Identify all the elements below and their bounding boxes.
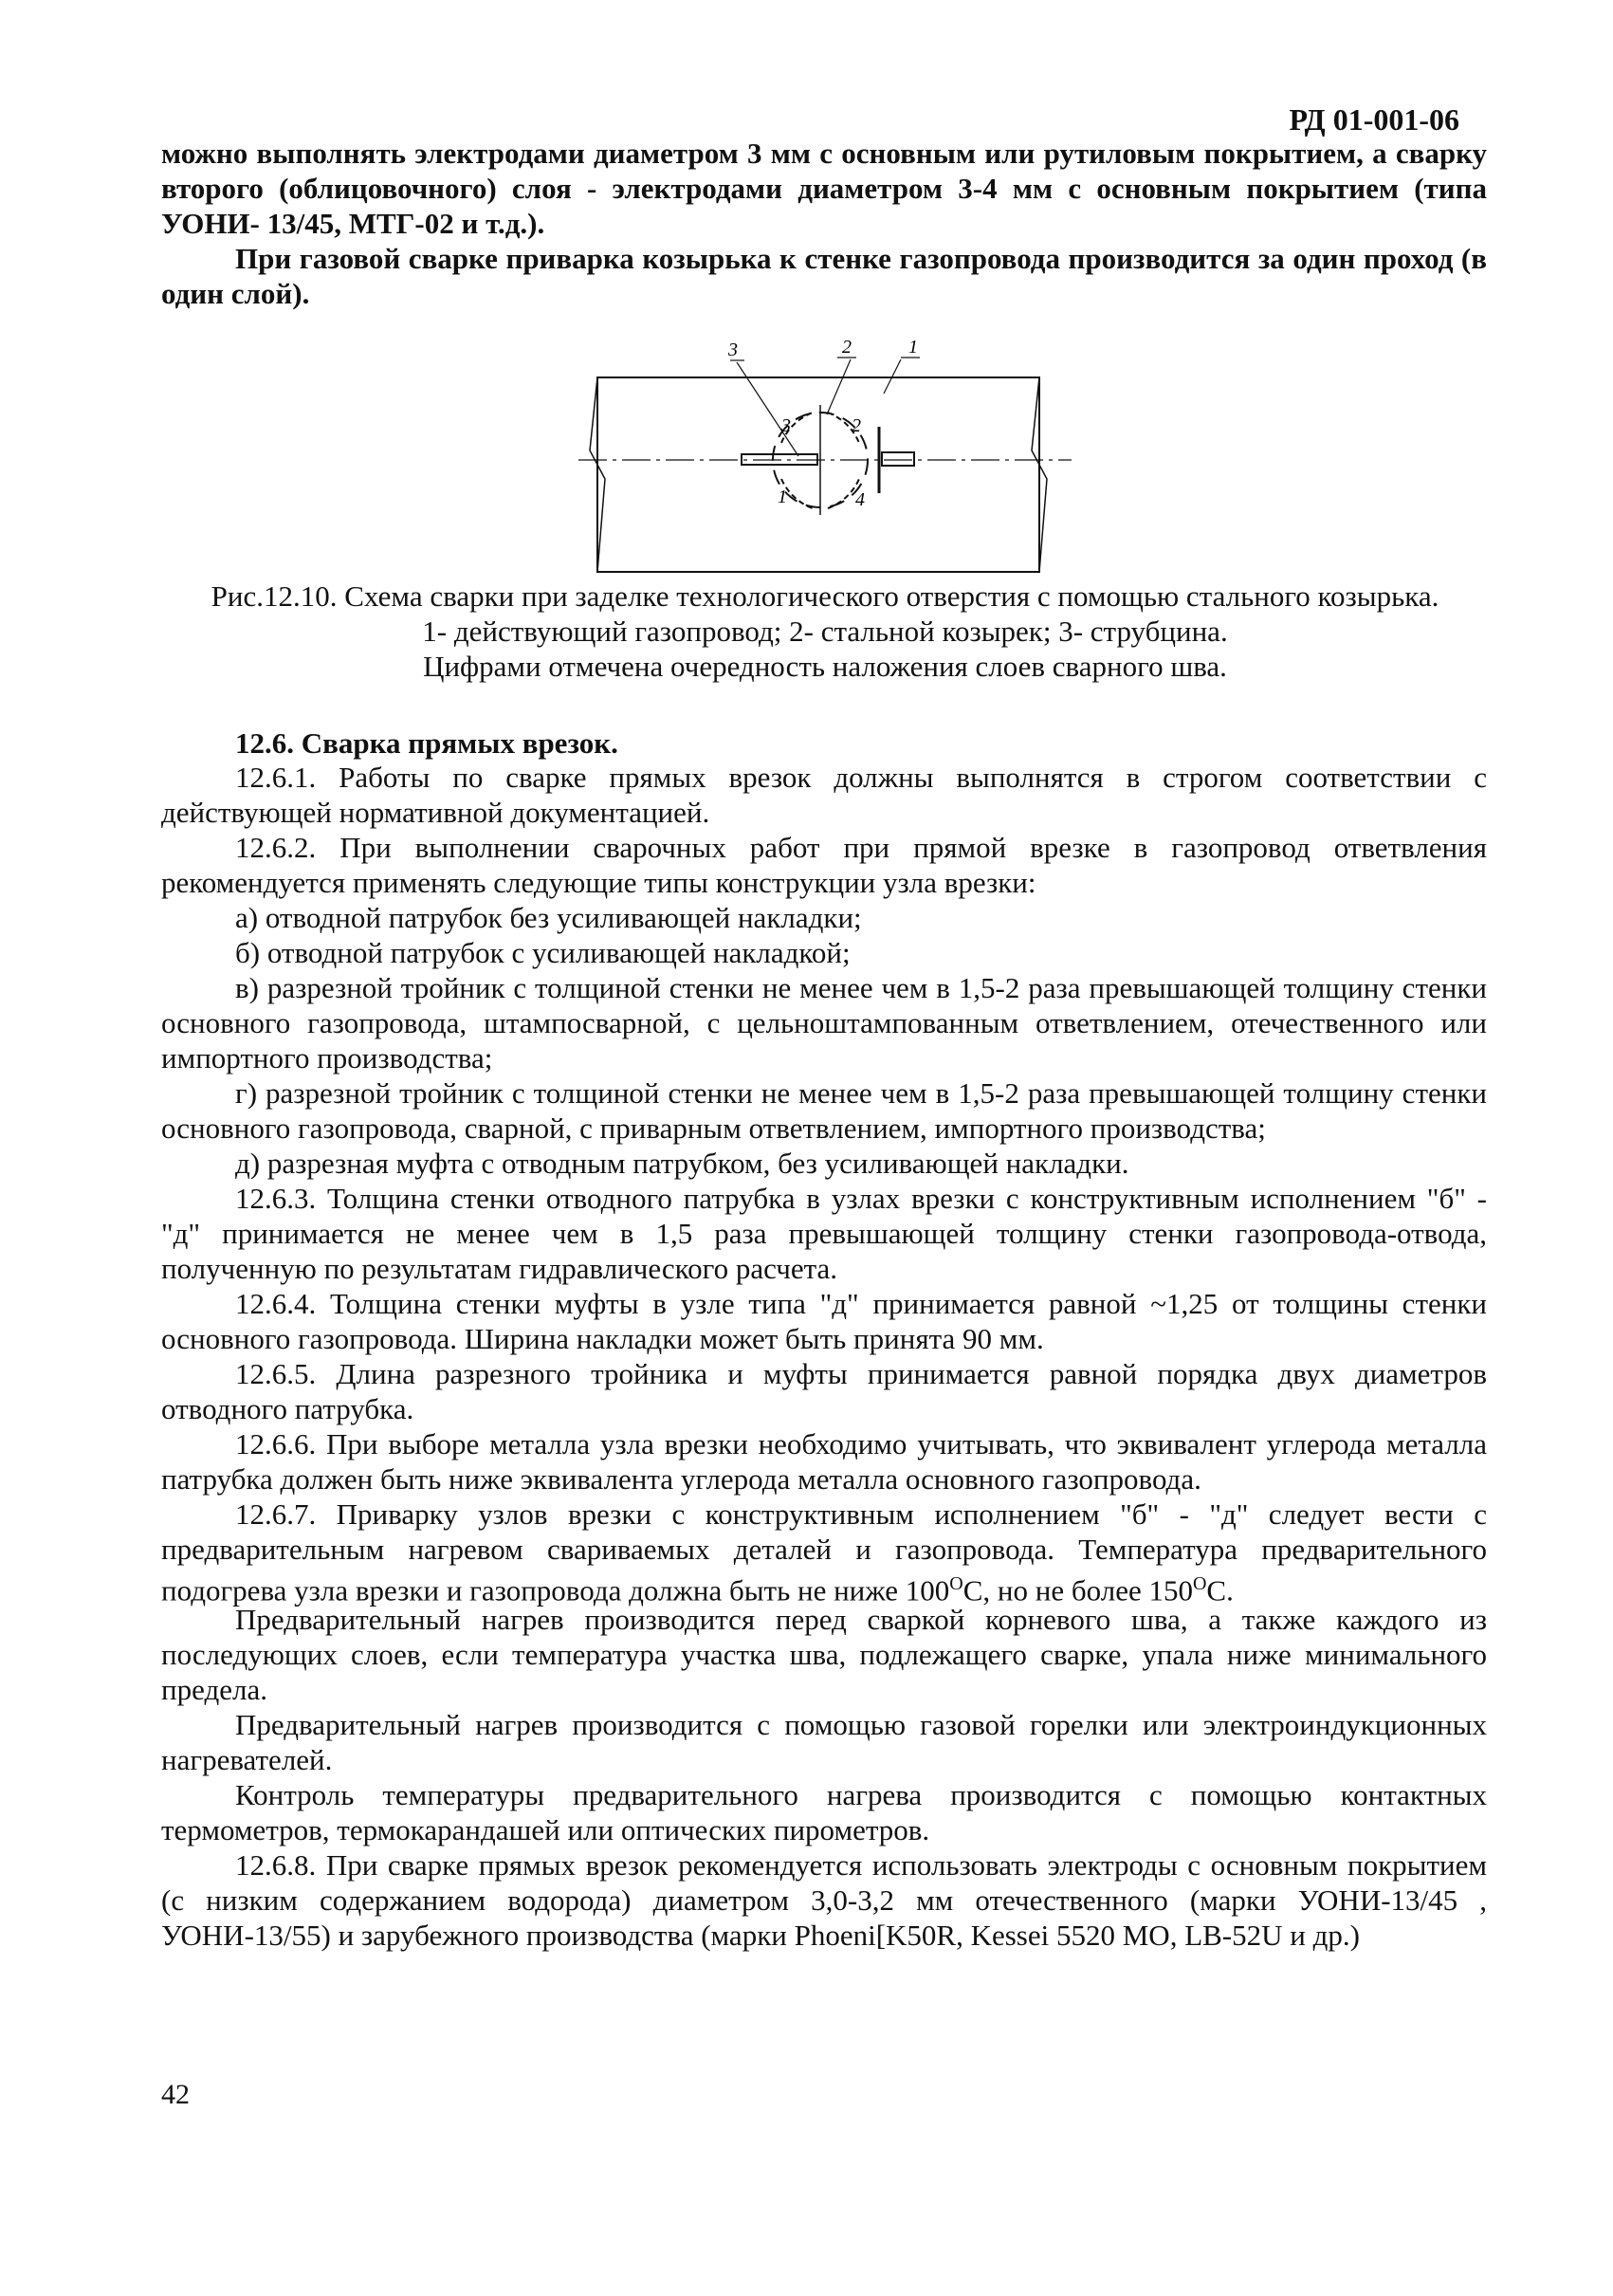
order-mark-4: 4 <box>855 489 865 510</box>
order-mark-2: 2 <box>852 415 861 436</box>
page-number: 42 <box>161 2079 190 2110</box>
paragraph-12-6-5: 12.6.5. Длина разрезного тройника и муфты принимается равной порядка двух диаметров отводного патрубка. <box>161 1357 1487 1425</box>
caption-line-legend: 1- действующий газопровод; 2- стальной козырек; 3- струбцина. <box>422 615 1228 648</box>
paragraph-12-6-2: 12.6.2. При выполнении сварочных работ при прямой врезке в газопровод ответвления рекомендуется применять следующие типы конструкции узла врезки: <box>161 831 1487 899</box>
paragraph-temperature-control: Контроль температуры предварительного нагрева производится с помощью контактных термометров, термокарандашей или оптических пирометров. <box>161 1778 1487 1846</box>
order-mark-1: 1 <box>778 487 787 507</box>
document-code: РД 01-001-06 <box>1289 102 1459 137</box>
paragraph-12-6-7-text: 12.6.7. Приварку узлов врезки с конструктивным исполнением "б" - "д" следует вести с предварительным нагревом свариваемых деталей и газопровода. Температура предварительного подогрева узла врезки и газопровода должна быть не ниже 100 <box>161 1497 1487 1607</box>
caption-line-note: Цифрами отмечена очередность наложения слоев сварного шва. <box>423 650 1227 683</box>
leader-3 <box>737 362 798 456</box>
list-item-b: б) отводной патрубок с усиливающей накладкой; <box>235 936 851 969</box>
clamp-head <box>882 452 914 466</box>
list-item-g: г) разрезной тройник с толщиной стенки не менее чем в 1,5-2 раза превышающей толщину стенки основного газопровода, сварной, с приварным ответвлением, импортного производства; <box>161 1076 1487 1145</box>
callout-3: 3 <box>728 340 738 360</box>
degree-symbol-2: O <box>1192 1573 1207 1594</box>
paragraph-12-6-7 <box>161 1497 1487 1607</box>
paragraph-12-6-8: 12.6.8. При сварке прямых врезок рекомендуется использовать электроды с основным покрытием (с низким содержанием водорода) диаметром 3,0-3,2 мм отечественного (марки УОНИ-13/45 , УОНИ-13/55) и зарубежного производства (марки Phoeni[K50R, Kessei 5520 МО, LB-52U и др.) <box>161 1848 1487 1952</box>
callout-1: 1 <box>908 337 918 358</box>
gas-welding-paragraph: При газовой сварке приварка козырька к стенке газопровода производится за один проход (в один слой). <box>161 242 1487 310</box>
pipe-outline <box>597 377 1039 572</box>
list-item-v: в) разрезной тройник с толщиной стенки не менее чем в 1,5-2 раза превышающей толщину стенки основного газопровода, штампосварной, с цельноштампованным ответвлением, отечественного или импортного производства; <box>161 971 1487 1075</box>
callout-2: 2 <box>842 337 852 358</box>
list-item-d: д) разрезная муфта с отводным патрубком, без усиливающей накладки. <box>235 1147 1129 1180</box>
paragraph-12-6-1: 12.6.1. Работы по сварке прямых врезок должны выполнятся в строгом соответствии с действующей нормативной документацией. <box>161 761 1487 829</box>
paragraph-preheat-2: Предварительный нагрев производится с помощью газовой горелки или электроиндукционных нагревателей. <box>161 1708 1487 1776</box>
list-item-a: а) отводной патрубок без усиливающей накладки; <box>235 901 862 934</box>
paragraph-12-6-4: 12.6.4. Толщина стенки муфты в узле типа "д" принимается равной ~1,25 от толщины стенки основного газопровода. Ширина накладки может быть принята 90 мм. <box>161 1287 1487 1355</box>
welding-scheme-figure <box>578 337 1072 588</box>
paragraph-12-6-3: 12.6.3. Толщина стенки отводного патрубка в узлах врезки с конструктивным исполнением "б" - "д" принимается не менее чем в 1,5 раза превышающей толщину стенки газопровода-отвода, полученную по результатам гидравлического расчета. <box>161 1182 1487 1285</box>
paragraph-preheat-1: Предварительный нагрев производится перед сваркой корневого шва, а также каждого из последующих слоев, если температура участка шва, подлежащего сварке, упала ниже минимального предела. <box>161 1603 1487 1706</box>
paragraph-12-6-7-end: С. <box>1206 1573 1234 1607</box>
caption-line-title: Рис.12.10. Схема сварки при заделке технологического отверстия с помощью стального козырька. <box>211 579 1439 613</box>
section-title: 12.6. Сварка прямых врезок. <box>235 726 618 760</box>
welding-scheme-drawing <box>578 337 1072 588</box>
figure-caption <box>152 579 1498 684</box>
order-mark-3: 3 <box>781 415 791 436</box>
paragraph-12-6-6: 12.6.6. При выборе металла узла врезки необходимо учитывать, что эквивалент углерода металла патрубка должен быть ниже эквивалента углерода металла основного газопровода. <box>161 1427 1487 1496</box>
degree-symbol: O <box>949 1573 963 1594</box>
intro-paragraph: можно выполнять электродами диаметром 3 мм с основным или рутиловым покрытием, а сварку второго (облицовочного) слоя - электродами диаметром 3-4 мм с основным покрытием (типа УОНИ- 13/45, МТГ-02 и т.д.). <box>161 137 1487 240</box>
leader-2 <box>827 359 851 414</box>
paragraph-12-6-7-mid: С, но не более 150 <box>962 1573 1193 1607</box>
